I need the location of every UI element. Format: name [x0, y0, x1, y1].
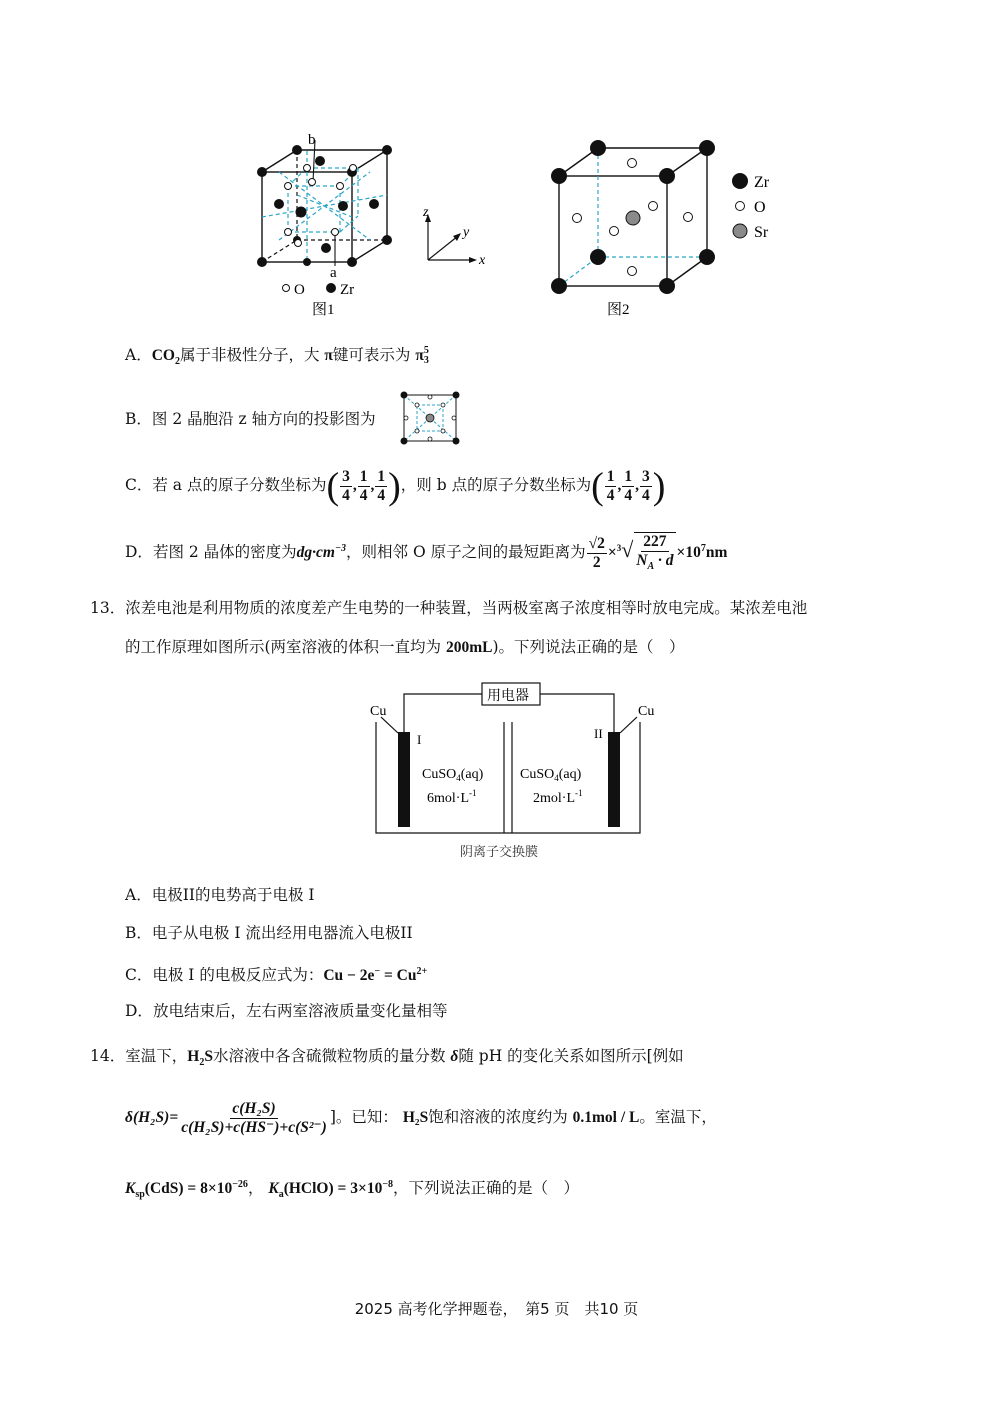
device-label: 用电器 [487, 689, 529, 704]
q13-stem-line2: 的工作原理如图所示(两室溶液的体积一直均为 200mL)。下列说法正确的是（ ） [125, 638, 685, 656]
figure-1-caption: 图1 [312, 302, 335, 318]
q13-option-c: C．电极 I 的电极反应式为：$Cu - 2e^- = Cu^{2+}$ [125, 966, 428, 985]
legend-o-label: O [294, 282, 305, 298]
page-footer: 2025 高考化学押题卷， 第5 页 共10 页 [354, 1300, 639, 1318]
axis-x-label: x [479, 253, 486, 268]
left-solution: CuSO$_4$(aq) [422, 767, 484, 783]
legend-sr-label-fig2: Sr [754, 224, 769, 241]
axis-z-label: z [423, 205, 429, 220]
label-a: a [330, 265, 337, 281]
coordinate-axes [420, 200, 500, 270]
density-value: $dg\cdot cm^{-3}$ [296, 543, 347, 562]
q12-option-b: B．图 2 晶胞沿 z 轴方向的投影图为 [125, 410, 376, 428]
q12-option-a: A．$CO_2$属于非极性分子，大 π键可表示为 π 5 3 [125, 345, 429, 368]
q13-stem-line1: 13．浓差电池是利用物质的浓度差产生电势的一种装置，当两极室离子浓度相等时放电完成。某浓差电池 [90, 599, 808, 617]
coordinate-b: ( $\frac{1}{4}$ , $\frac{1}{4}$ , $\frac{3}{4}$ ) [591, 465, 666, 508]
electrode-1-label: I [417, 732, 422, 747]
h2s-formula: $H_2S$ [187, 1048, 213, 1069]
projection-diagram [398, 390, 460, 446]
q14-stem-line1: 14．室温下，$H_2S$水溶液中各含硫微粒物质的量分数 δ随 pH 的变化关系如图所示[例如 [90, 1047, 684, 1069]
left-concentration: $6mol\cdot L^{-1}$ [427, 788, 477, 806]
electrode-equation: $Cu - 2e^- = Cu^{2+}$ [323, 966, 428, 985]
q13-option-d: D．放电结束后，左右两室溶液质量变化量相等 [125, 1002, 448, 1020]
q14-stem-line3: $K_{sp}(CdS) = 8\times 10^{-26}$， $K_a(HClO) = 3\times 10^{-8}$，下列说法正确的是（ ） [125, 1179, 580, 1201]
legend-zr-label: Zr [340, 282, 355, 298]
electrode-2-label: II [594, 726, 603, 741]
label-b: b [308, 132, 316, 148]
right-concentration: $2mol\cdot L^{-1}$ [533, 788, 583, 806]
ka-hclo: $K_a(HClO) = 3\times 10^{-8}$ [268, 1179, 394, 1201]
q13-option-b: B．电子从电极 I 流出经用电器流入电极II [125, 924, 413, 942]
legend-o-label-fig2: O [754, 199, 766, 216]
right-solution: CuSO$_4$(aq) [520, 767, 582, 783]
q13-option-a: A．电极II的电势高于电极 I [125, 886, 315, 904]
option-label: A． [125, 346, 152, 364]
q14-stem-line2: δ(H₂S)= $\frac{\text{c(H₂S)}}{\text{c(H₂S)+c(HS⁻)+c(S²⁻)}}$ ]。已知： H₂S饱和溶液的浓度约为 0.1mol / L。室温下， [125, 1099, 717, 1136]
figure-2-caption: 图2 [607, 302, 630, 318]
q12-option-d: D．若图 2 晶体的密度为$dg\cdot cm^{-3}$，则相邻 O 原子之间的最短距离为 $\frac{√2}{2}$ ×$^3$√ $\frac{227}{N_A \cdot d}$ $\times 10^7nm$ [125, 522, 727, 579]
delta-definition: δ(H₂S)= $\frac{\text{c(H₂S)}}{\text{c(H₂S)+c(HS⁻)+c(S²⁻)}}$ [125, 1099, 327, 1136]
pi-bond-notation: π 5 3 [415, 345, 429, 367]
legend-zr-label-fig2: Zr [754, 174, 770, 191]
cu-right-label: Cu [638, 704, 655, 719]
membrane-label: 阴离子交换膜 [460, 844, 539, 859]
cu-left-label: Cu [370, 704, 387, 719]
distance-expression: $\frac{√2}{2}$ ×$^3$√ $\frac{227}{N_A \cdot d}$ $\times 10^7nm$ [586, 544, 728, 561]
axis-y-label: y [463, 225, 470, 240]
ksp-cds: $K_{sp}(CdS) = 8\times 10^{-26}$ [125, 1179, 248, 1201]
concentration-cell-diagram [365, 675, 665, 865]
co2-formula: $CO_2$ [151, 347, 180, 368]
q12-option-c: C．若 a 点的原子分数坐标为( $\frac{3}{4}$ , $\frac{1}{4}$ , $\frac{1}{4}$ )，则 b 点的原子分数坐标为( $\frac{1}{4}$ , $\frac{1}{4}$ , $\frac{3}{4}$ ) [125, 465, 666, 508]
figure-2-perovskite-unit-cell [540, 135, 790, 320]
coordinate-a: ( $\frac{3}{4}$ , $\frac{1}{4}$ , $\frac{1}{4}$ ) [326, 465, 401, 508]
